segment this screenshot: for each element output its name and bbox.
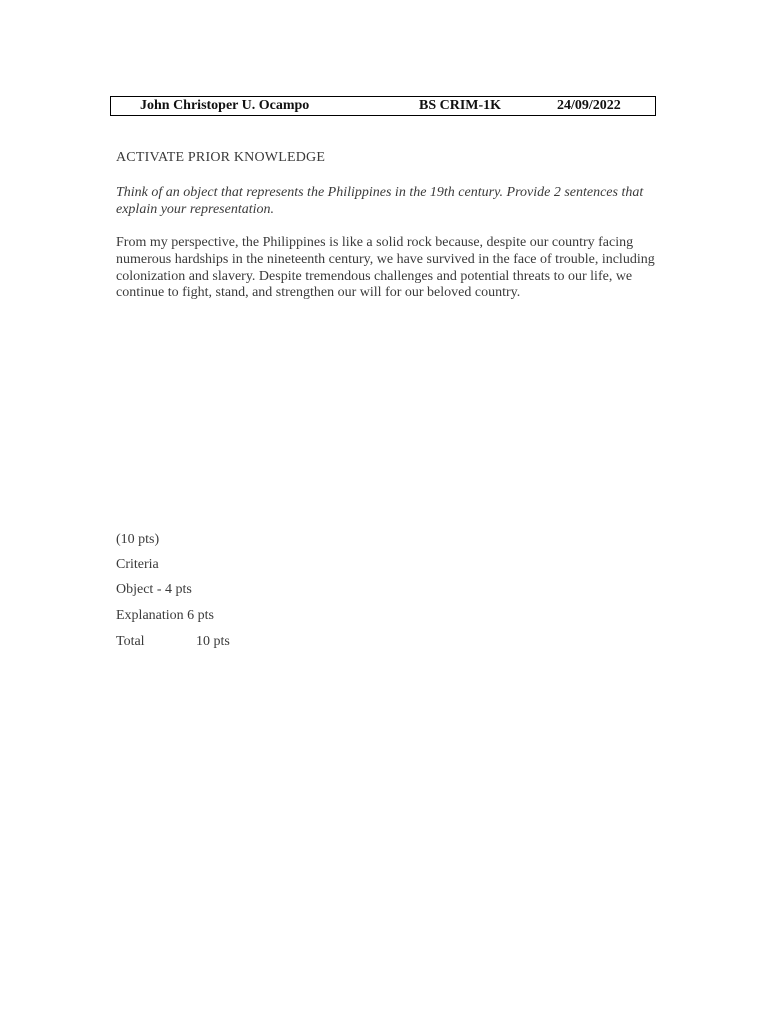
rubric-object: Object - 4 pts [116,582,192,597]
answer-paragraph: From my perspective, the Philippines is like a solid rock because, despite our country facing numerous hardships in the nineteenth century, we have survived in the face of trouble, including colonization and slavery. Despite tremendous challenges and potential threats to our life, we continue to fight, stand, and strengthen our will for our beloved country. [116,235,655,301]
rubric-total-value: 10 pts [196,634,230,649]
student-name: John Christoper U. Ocampo [140,98,310,113]
rubric-total-label: Total [116,634,145,649]
rubric-criteria-label: Criteria [116,557,159,572]
question-prompt: Think of an object that represents the Philippines in the 19th century. Provide 2 sentences that explain your representation. [116,185,644,217]
student-info-box [110,96,656,116]
rubric-points: (10 pts) [116,532,160,547]
section-title: ACTIVATE PRIOR KNOWLEDGE [116,150,326,165]
submission-date: 24/09/2022 [557,98,621,113]
rubric-explanation: Explanation 6 pts [116,608,214,623]
rubric-total [116,634,230,650]
course-section: BS CRIM-1K [419,98,502,113]
